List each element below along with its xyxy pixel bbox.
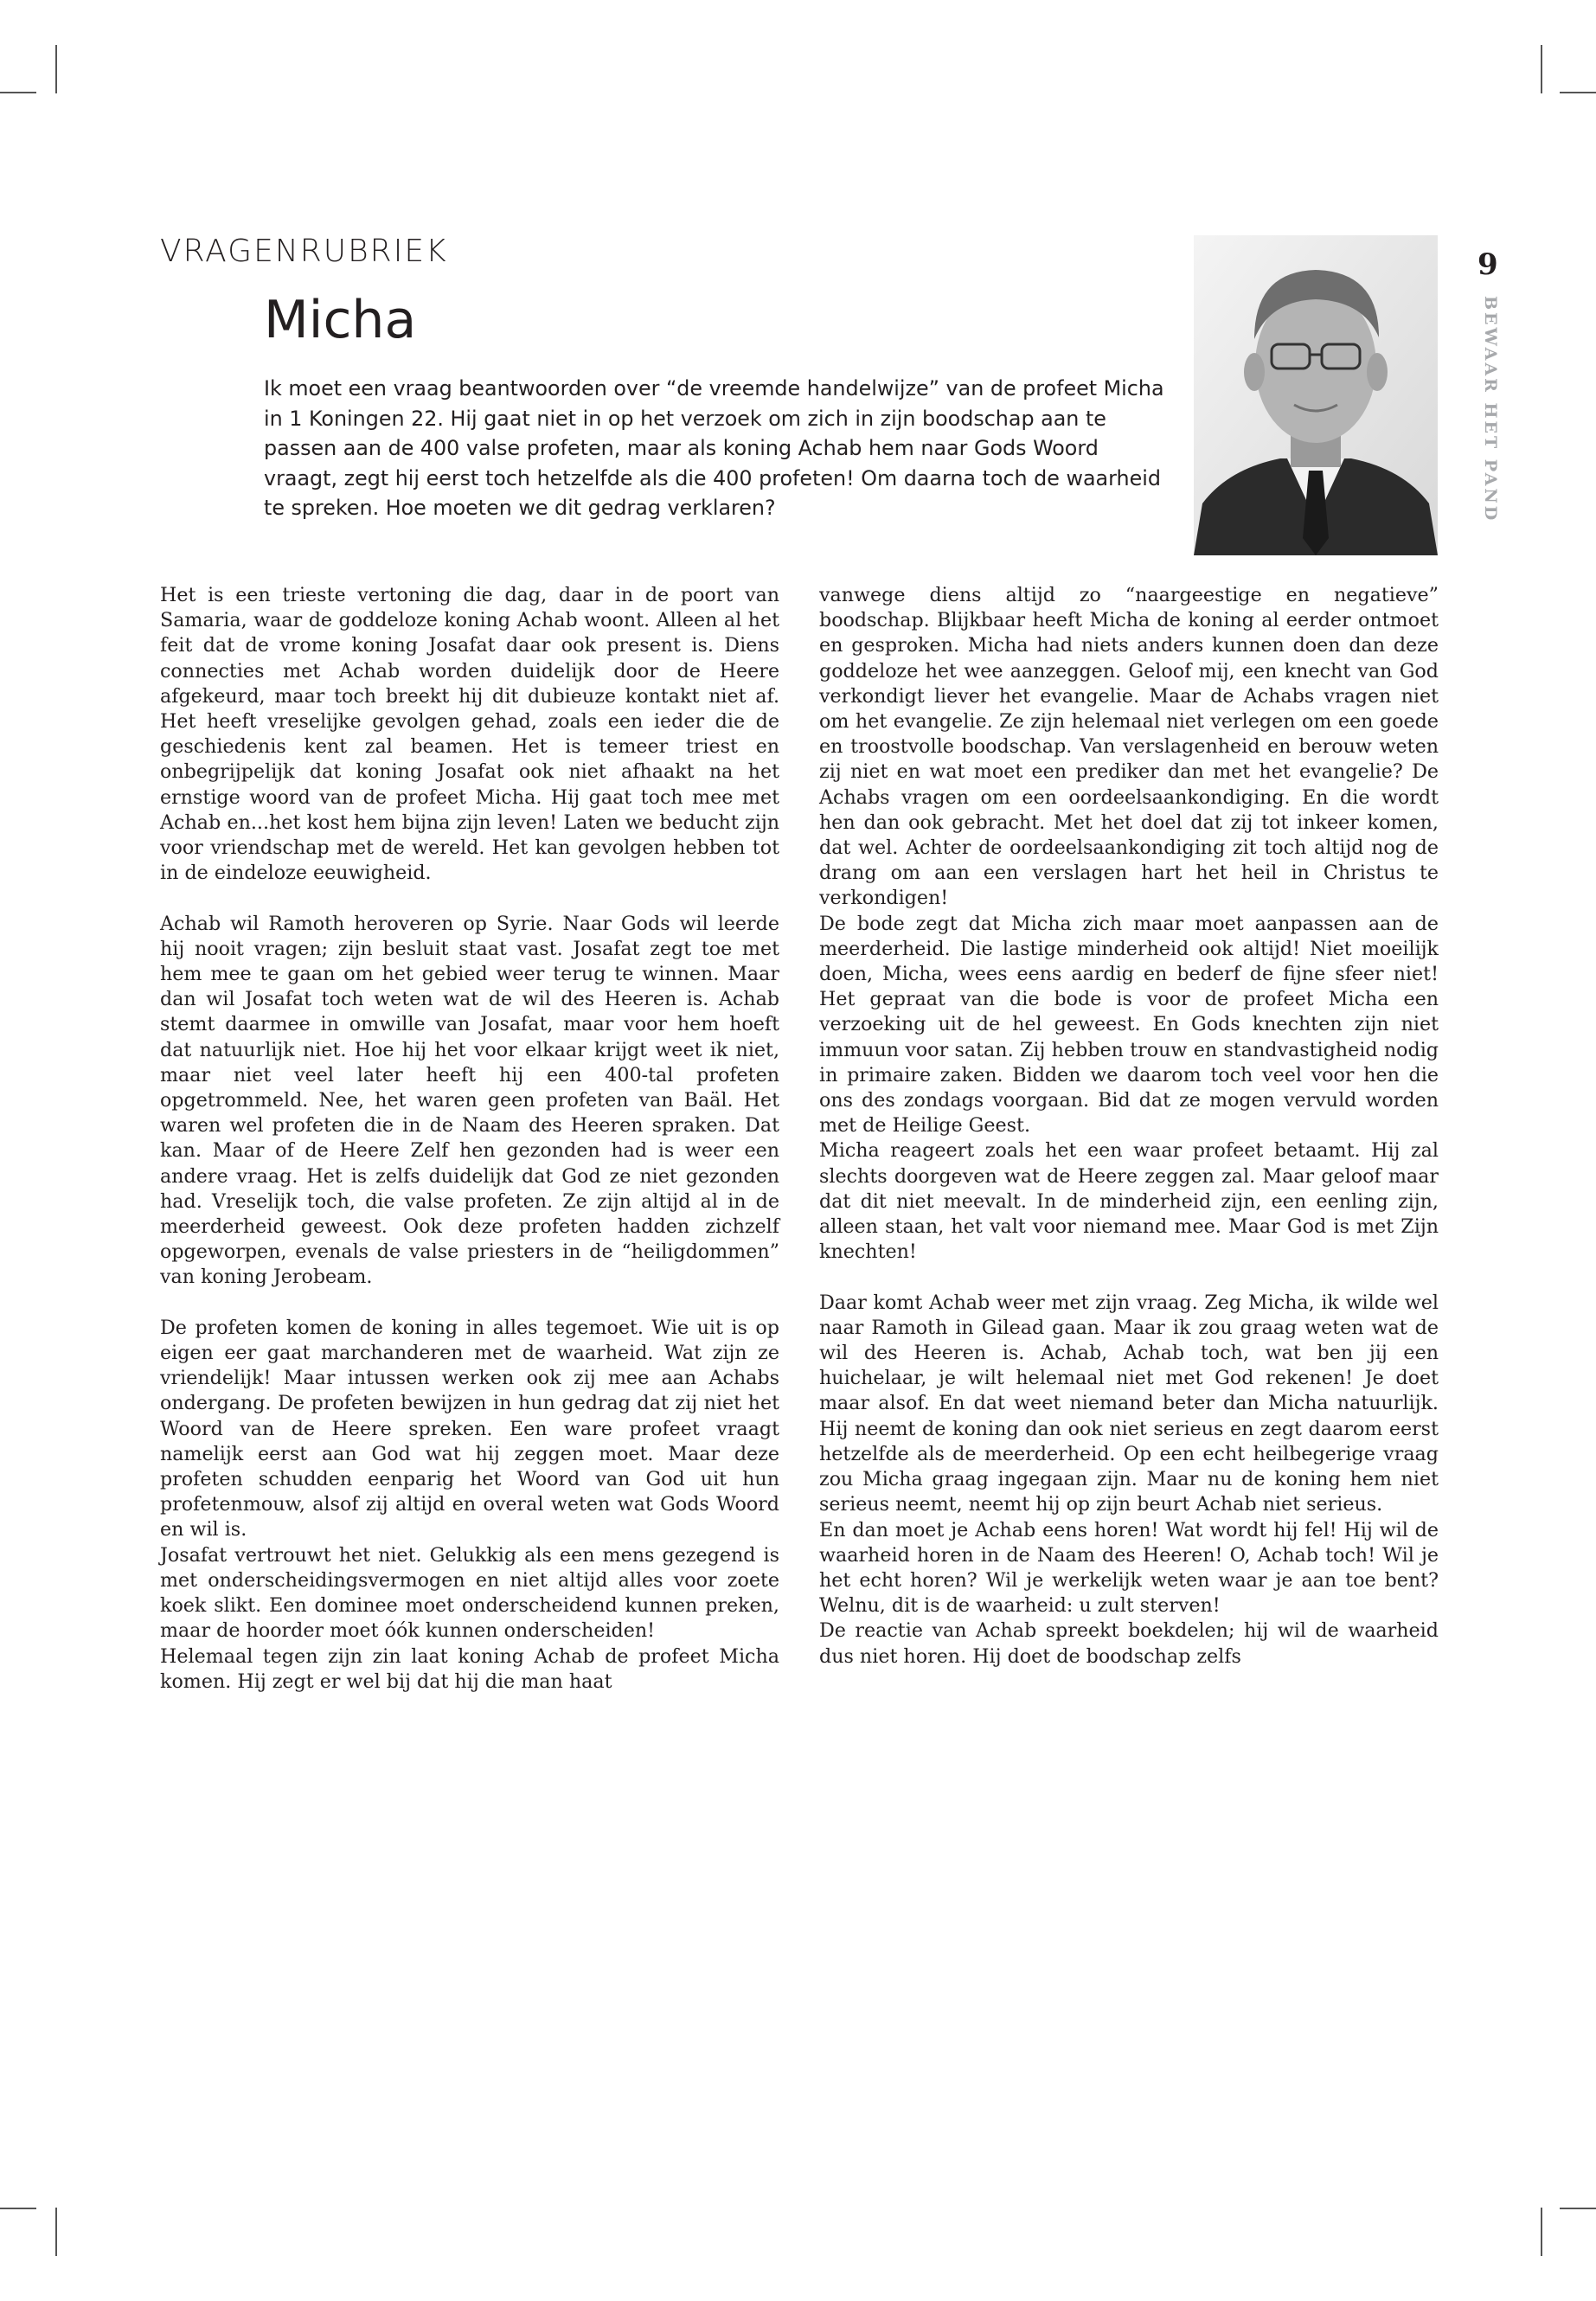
author-photo <box>1194 235 1438 555</box>
crop-mark <box>1560 92 1596 93</box>
author-portrait-image <box>1194 235 1438 555</box>
crop-mark <box>1541 2208 1542 2256</box>
crop-mark <box>1560 2208 1596 2209</box>
paragraph: Het is een trieste vertoning die dag, daar in de poort van Samaria, waar de goddeloze koning Achab woont. Alleen al het feit dat de vrome koning Josafat daar ook present is. Diens connecties met Achab worden duidelijk door de Heere afgekeurd, maar toch breekt hij dit dubieuze kontakt niet af. Het heeft vreselijke gevolgen gehad, zoals een ieder die de geschiedenis kent zal beamen. Het is temeer triest en onbegrijpelijk dat koning Josafat ook niet afhaakt na het ernstige woord van de profeet Micha. Hij gaat toch mee met Achab en...het kost hem bijna zijn leven! Laten we beducht zijn voor vriendschap met de wereld. Het kan gevolgen hebben tot in de eindeloze eeuwigheid. <box>160 584 779 885</box>
paragraph: Josafat vertrouwt het niet. Gelukkig als een mens gezegend is met onderscheidingsvermogen en niet altijd alles voor zoete koek slikt. Een dominee moet onderscheidend kunnen preken, maar de hoorder moet óók kunnen onderscheiden! <box>160 1543 779 1643</box>
paragraph: Helemaal tegen zijn zin laat koning Achab de profeet Micha komen. Hij zegt er wel bij dat hij die man haat <box>160 1644 779 1693</box>
left-column <box>160 583 779 1695</box>
paragraph: De bode zegt dat Micha zich maar moet aanpassen aan de meerderheid. Die lastige minderheid ook altijd! Niet moeilijk doen, Micha, wees eens aardig en bederf de fijne sfeer niet! Het gepraat van die bode is voor de profeet Micha een verzoeking uit de hel geweest. En Gods knechten zijn niet immuun voor satan. Zij hebben trouw en standvastigheid nodig in primaire zaken. Bidden we daarom toch veel voor hen die ons des zondags voorgaan. Bid dat ze mogen vervuld worden met de Heilige Geest. <box>819 912 1439 1138</box>
paragraph: Daar komt Achab weer met zijn vraag. Zeg Micha, ik wilde wel naar Ramoth in Gilead gaan. Maar ik zou graag weten wat de wil des Heeren is. Achab, Achab toch, wat ben jij een huichelaar, je wilt helemaal niet met God rekenen! Je doet maar alsof. En dat weet niemand beter dan Micha natuurlijk. Hij neemt de koning dan ook niet serieus en zegt daarom eerst hetzelfde als de meerderheid. Op een echt heilbegerige vraag zou Micha graag ingegaan zijn. Maar nu de koning hem niet serieus neemt, neemt hij op zijn beurt Achab niet serieus. <box>819 1291 1439 1516</box>
question-intro: Ik moet een vraag beantwoorden over “de vreemde handelwijze” van de profeet Micha in 1 Koningen 22. Hij gaat niet in op het verzoek om zich in zijn boodschap aan te passen aan de 400 valse profeten, maar als koning Achab hem naar Gods Woord vraagt, zegt hij eerst toch hetzelfde als die 400 profeten! Om daarna toch de waarheid te spreken. Hoe moeten we dit gedrag verklaren? <box>264 376 1164 520</box>
crop-mark <box>0 92 36 93</box>
paragraph: Micha reageert zoals het een waar profeet betaamt. Hij zal slechts doorgeven wat de Heere zeggen zal. Maar geloof maar dat dit niet meevalt. In de minderheid zijn, een eenling zijn, alleen staan, het valt voor niemand mee. Maar God is met Zijn knechten! <box>819 1139 1439 1264</box>
paragraph: En dan moet je Achab eens horen! Wat wordt hij fel! Hij wil de waarheid horen in de Naam des Heeren! O, Achab toch! Wil je het echt horen? Wil je werkelijk weten waar je aan toe bent? Welnu, dit is de waarheid: u zult sterven! <box>819 1518 1439 1618</box>
section-rubric: VRAGENRUBRIEK <box>160 234 448 269</box>
crop-mark <box>1541 45 1542 93</box>
right-column <box>819 583 1439 1670</box>
paragraph: De profeten komen de koning in alles tegemoet. Wie uit is op eigen eer gaat marchanderen met de waarheid. Wat zijn ze vriendelijk! Maar intussen werken ook zij mee aan Achabs ondergang. De profeten bewijzen in hun gedrag dat zij niet het Woord van de Heere spreken. Een ware profeet vraagt namelijk eerst aan God wat hij zeggen moet. Maar deze profeten schudden eenparig het Woord van God uit hun profetenmouw, alsof zij altijd en overal weten wat Gods Woord en wil is. <box>160 1316 779 1541</box>
crop-mark <box>55 45 57 93</box>
paragraph: Achab wil Ramoth heroveren op Syrie. Naar Gods wil leerde hij nooit vragen; zijn besluit staat vast. Josafat zegt toe met hem mee te gaan om het gebied weer terug te winnen. Maar dan wil Josafat toch weten wat de wil des Heeren is. Achab stemt daarmee in omwille van Josafat, maar voor hem hoeft dat natuurlijk niet. Hoe hij het voor elkaar krijgt weet ik niet, maar niet veel later heeft hij een 400-tal profeten opgetrommeld. Nee, het waren geen profeten van Baäl. Het waren wel profeten die in de Naam des Heeren spraken. Dat kan. Maar of de Heere Zelf hen gezonden had is weer een andere vraag. Het is zelfs duidelijk dat God ze niet gezonden had. Vreselijk toch, die valse profeten. Ze zijn altijd al in de meerderheid geweest. Ook deze profeten hadden zichzelf opgeworpen, evenals de valse priesters in de “heiligdommen” van koning Jerobeam. <box>160 912 779 1289</box>
paragraph: vanwege diens altijd zo “naargeestige en negatieve” boodschap. Blijkbaar heeft Micha de koning al eerder ontmoet en gesproken. Micha had niets anders kunnen doen dan deze goddeloze het wee aanzeggen. Geloof mij, een knecht van God verkondigt liever het evangelie. Maar de Achabs vragen niet om het evangelie. Ze zijn helemaal niet verlegen om een goede en troostvolle boodschap. Van verslagenheid en berouw weten zij niet en wat moet een prediker dan met het evangelie? De Achabs vragen om een oordeelsaankondiging. En die wordt hen dan ook gebracht. Met het doel dat zij tot inkeer komen, dat wel. Achter de oordeelsaankondiging zit toch altijd nog de drang om aan een verslagen hart het heil in Christus te verkondigen! <box>819 584 1439 910</box>
paragraph: De reactie van Achab spreekt boekdelen; hij wil de waarheid dus niet horen. Hij doet de boodschap zelfs <box>819 1619 1439 1668</box>
crop-mark <box>55 2208 57 2256</box>
article-title: Micha <box>264 290 417 350</box>
crop-mark <box>0 2208 36 2209</box>
magazine-side-label: BEWAAR HET PAND <box>1481 296 1500 523</box>
page-number: 9 <box>1477 247 1498 282</box>
